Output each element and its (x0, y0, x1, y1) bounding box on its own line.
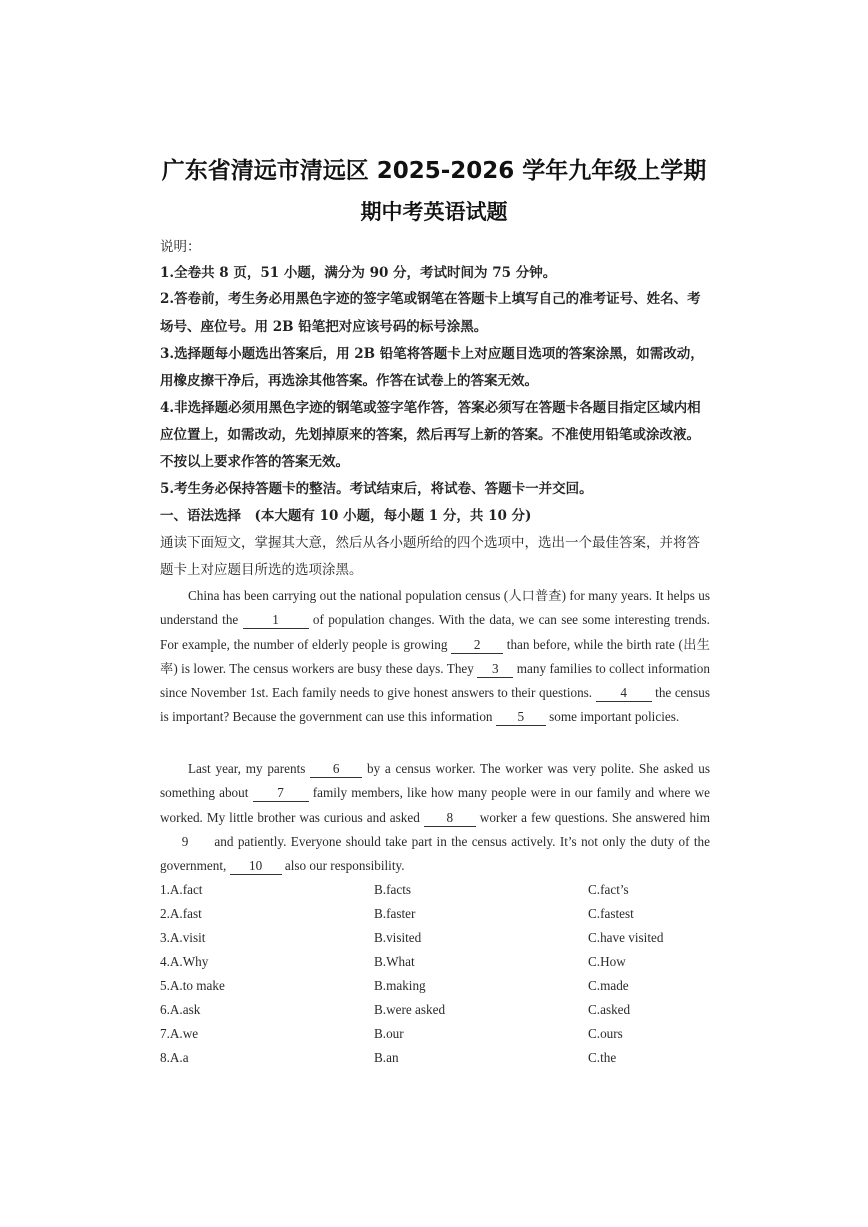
passage-text: some important policies. (545, 709, 680, 725)
option-row (160, 950, 710, 974)
blank-2: 2 (451, 637, 503, 654)
option-a: 8.A.a (160, 1050, 189, 1065)
option-a: 3.A.visit (160, 930, 206, 945)
instruction-line: 应位置上，如需改动，先划掉原来的答案，然后再写上新的答案。不准使用铅笔或涂改液。 (160, 427, 700, 443)
option-b: B.an (374, 1050, 399, 1065)
option-b: B.visited (374, 930, 422, 945)
option-c: C.made (588, 978, 629, 993)
instruction-line: 不按以上要求作答的答案无效。 (160, 454, 349, 470)
instruction-line: 3.选择题每小题选出答案后，用 2B 铅笔将答题卡上对应题目选项的答案涂黑，如需改动， (160, 346, 704, 362)
blank-7: 7 (253, 785, 309, 802)
option-c: C.fastest (588, 906, 634, 921)
instruction-line: 场号、座位号。用 2B 铅笔把对应该号码的标号涂黑。 (160, 319, 488, 335)
section-directions: 题卡上对应题目所选的选项涂黑。 (160, 562, 363, 578)
blank-10: 10 (230, 858, 282, 875)
passage-text: also our responsibility. (281, 858, 405, 874)
exam-title: 广东省清远市清远区 2025-2026 学年九年级上学期 (161, 158, 707, 184)
option-c: C.the (588, 1050, 617, 1065)
instruction-line: 5.考生务必保持答题卡的整洁。考试结束后，将试卷、答题卡一并交回。 (160, 481, 593, 497)
instruction-line: 1.全卷共 8 页，51 小题，满分为 90 分，考试时间为 75 分钟。 (160, 265, 557, 281)
option-b: B.were asked (374, 1002, 446, 1017)
option-b: B.our (374, 1026, 404, 1041)
option-b: B.making (374, 978, 426, 993)
passage-text: family members, like how many people were in our family and where we worked. My little brother was curious and asked (160, 785, 710, 825)
option-c: C.ours (588, 1026, 623, 1041)
option-a: 4.A.Why (160, 954, 209, 969)
option-c: C.have visited (588, 930, 664, 945)
passage-text: and patiently. Everyone should take part in the census actively. It’s not only the duty of the government, (160, 833, 710, 874)
answer-options (160, 878, 710, 1070)
option-row (160, 926, 710, 950)
passage-text: China has been carrying out the national population census (人口普查) for many years. It helps us understand the (160, 588, 710, 628)
passage-text: of population changes. With the data, we can see some interesting trends. For example, the number of elderly people is growing (160, 612, 710, 652)
passage-text: by a census worker. The worker was very polite. She asked us something about (160, 761, 711, 801)
option-row (160, 998, 710, 1022)
exam-subtitle: 期中考英语试题 (360, 200, 508, 224)
passage-text: the census is important? Because the government can use this information (160, 685, 710, 725)
blank-3: 3 (477, 661, 513, 678)
option-a: 7.A.we (160, 1026, 199, 1041)
option-a: 6.A.ask (160, 1002, 201, 1017)
option-row (160, 1046, 710, 1070)
passage-text: Last year, my parents (188, 761, 311, 776)
option-c: C.How (588, 954, 626, 969)
option-row (160, 974, 710, 998)
option-a: 1.A.fact (160, 882, 203, 897)
instruction-line: 4.非选择题必须用黑色字迹的钢笔或签字笔作答，答案必须写在答题卡各题目指定区域内相 (160, 400, 701, 416)
blank-8: 8 (424, 810, 476, 827)
blank-9: 9 (181, 833, 189, 849)
passage-paragraph-1 (160, 584, 710, 730)
option-b: B.faster (374, 906, 416, 921)
option-a: 2.A.fast (160, 906, 202, 921)
option-a: 5.A.to make (160, 978, 225, 993)
section-directions: 通读下面短文，掌握其大意，然后从各小题所给的四个选项中，选出一个最佳答案，并将答 (160, 535, 700, 551)
blank-1: 1 (243, 612, 309, 629)
blank-5: 5 (496, 709, 546, 726)
passage-text: worker a few questions. She answered him (475, 809, 710, 825)
passage-paragraph-2 (160, 757, 710, 878)
option-b: B.What (374, 954, 415, 969)
option-c: C.asked (588, 1002, 631, 1017)
blank-4: 4 (596, 685, 652, 702)
instructions-heading: 说明： (160, 239, 201, 255)
passage-text: many families to collect information since November 1st. Each family needs to give honest answers to their questions. (160, 660, 710, 701)
instruction-line: 用橡皮擦干净后，再选涂其他答案。作答在试卷上的答案无效。 (160, 373, 538, 389)
option-c: C.fact’s (588, 882, 629, 897)
section-heading: 一、语法选择 (本大题有 10 小题，每小题 1 分，共 10 分) (160, 508, 532, 524)
instruction-line: 2.答卷前，考生务必用黑色字迹的签字笔或钢笔在答题卡上填写自己的准考证号、姓名、考 (160, 291, 701, 307)
option-row (160, 878, 710, 902)
passage-text: than before, while the birth rate (出生率) is lower. The census workers are busy these days. They (160, 636, 710, 676)
option-row (160, 902, 710, 926)
option-b: B.facts (374, 882, 411, 897)
option-row (160, 1022, 710, 1046)
blank-6: 6 (310, 761, 362, 778)
